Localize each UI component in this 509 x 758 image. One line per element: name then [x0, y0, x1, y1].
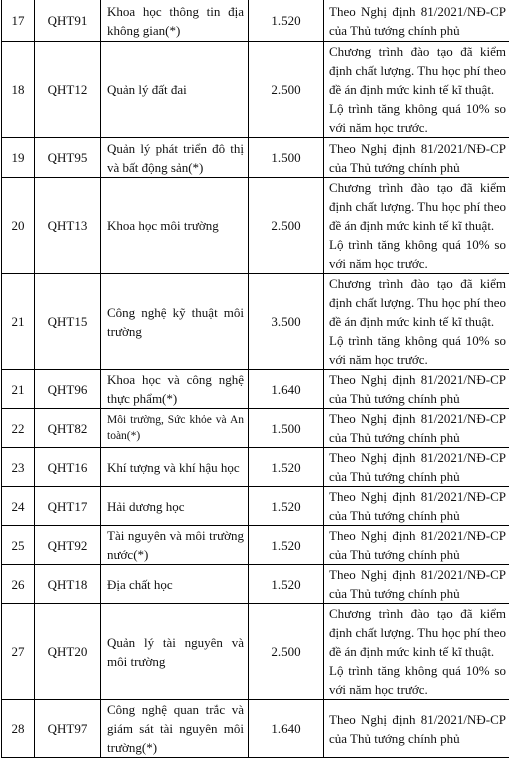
tuition-fee: 1.640 — [249, 370, 324, 409]
table-row — [2, 526, 509, 565]
table-row — [2, 138, 509, 178]
program-name: Môi trường, Sức khỏe và An toàn(*) — [101, 409, 249, 448]
table-row — [2, 604, 509, 700]
fee-note — [324, 0, 509, 42]
tuition-fee: 3.500 — [249, 274, 324, 370]
tuition-fee: 2.500 — [249, 604, 324, 700]
row-number: 26 — [2, 565, 35, 604]
row-number: 18 — [2, 42, 35, 138]
program-code: QHT92 — [35, 526, 101, 565]
program-code: QHT17 — [35, 487, 101, 526]
program-name: Khoa học thông tin địa không gian(*) — [101, 0, 249, 42]
table-row — [2, 274, 509, 370]
fee-note-line: Theo Nghị định 81/2021/NĐ-CP của Thủ tướng chính phủ — [329, 710, 506, 748]
program-name: Công nghệ quan trắc và giám sát tài nguyên môi trường(*) — [101, 700, 249, 758]
tuition-fee: 1.520 — [249, 526, 324, 565]
row-number: 24 — [2, 487, 35, 526]
table-row — [2, 370, 509, 409]
program-name: Quản lý đất đai — [101, 42, 249, 138]
fee-note-line: Theo Nghị định 81/2021/NĐ-CP của Thủ tướng chính phủ — [329, 565, 506, 603]
program-code: QHT15 — [35, 274, 101, 370]
fee-note-line: Theo Nghị định 81/2021/NĐ-CP của Thủ tướng chính phủ — [329, 526, 506, 564]
row-number: 21 — [2, 370, 35, 409]
fee-note-line: Lộ trình tăng không quá 10% so với năm học trước. — [329, 331, 506, 369]
fee-note-line: Theo Nghị định 81/2021/NĐ-CP của Thủ tướng chính phủ — [329, 370, 506, 408]
row-number: 27 — [2, 604, 35, 700]
fee-note — [324, 487, 509, 526]
fee-note-line: Chương trình đào tạo đã kiểm định chất lượng. Thu học phí theo đề án định mức kinh tế kĩ thuật. — [329, 178, 506, 235]
row-number: 25 — [2, 526, 35, 565]
fee-note-line: Chương trình đào tạo đã kiểm định chất lượng. Thu học phí theo đề án định mức kinh tế kĩ thuật. — [329, 42, 506, 99]
tuition-fee: 1.500 — [249, 409, 324, 448]
program-code: QHT16 — [35, 448, 101, 487]
program-code: QHT95 — [35, 138, 101, 178]
row-number: 21 — [2, 274, 35, 370]
fee-note — [324, 700, 509, 758]
tuition-fee: 1.640 — [249, 700, 324, 758]
row-number: 23 — [2, 448, 35, 487]
fee-note — [324, 178, 509, 274]
tuition-fee: 1.520 — [249, 565, 324, 604]
tuition-table-body — [2, 0, 509, 758]
fee-note-line: Chương trình đào tạo đã kiểm định chất lượng. Thu học phí theo đề án định mức kinh tế kĩ thuật. — [329, 604, 506, 661]
program-code: QHT13 — [35, 178, 101, 274]
row-number: 28 — [2, 700, 35, 758]
fee-note — [324, 448, 509, 487]
fee-note — [324, 409, 509, 448]
program-code: QHT91 — [35, 0, 101, 42]
program-code: QHT97 — [35, 700, 101, 758]
program-name: Tài nguyên và môi trường nước(*) — [101, 526, 249, 565]
program-name: Địa chất học — [101, 565, 249, 604]
program-code: QHT12 — [35, 42, 101, 138]
fee-note-line: Theo Nghị định 81/2021/NĐ-CP của Thủ tướng chính phủ — [329, 448, 506, 486]
row-number: 20 — [2, 178, 35, 274]
program-name: Khoa học và công nghệ thực phẩm(*) — [101, 370, 249, 409]
fee-note-line: Theo Nghị định 81/2021/NĐ-CP của Thủ tướng chính phủ — [329, 2, 506, 40]
table-row — [2, 178, 509, 274]
program-name: Khoa học môi trường — [101, 178, 249, 274]
fee-note — [324, 565, 509, 604]
program-name: Khí tượng và khí hậu học — [101, 448, 249, 487]
program-name: Quản lý phát triển đô thị và bất động sản(*) — [101, 138, 249, 178]
fee-note — [324, 138, 509, 178]
program-code: QHT20 — [35, 604, 101, 700]
program-code: QHT18 — [35, 565, 101, 604]
fee-note — [324, 274, 509, 370]
tuition-fee: 2.500 — [249, 178, 324, 274]
row-number: 17 — [2, 0, 35, 42]
fee-note-line: Lộ trình tăng không quá 10% so với năm học trước. — [329, 661, 506, 699]
tuition-fee: 1.500 — [249, 138, 324, 178]
fee-note-line: Chương trình đào tạo đã kiểm định chất lượng. Thu học phí theo đề án định mức kinh tế kĩ thuật. — [329, 274, 506, 331]
fee-note-line: Lộ trình tăng không quá 10% so với năm học trước. — [329, 99, 506, 137]
table-row — [2, 409, 509, 448]
program-name: Công nghệ kỹ thuật môi trường — [101, 274, 249, 370]
row-number: 22 — [2, 409, 35, 448]
table-row — [2, 700, 509, 758]
fee-note-line: Theo Nghị định 81/2021/NĐ-CP của Thủ tướng chính phủ — [329, 139, 506, 177]
program-name: Hải dương học — [101, 487, 249, 526]
program-name: Quản lý tài nguyên và môi trường — [101, 604, 249, 700]
fee-note — [324, 526, 509, 565]
fee-note-line: Theo Nghị định 81/2021/NĐ-CP của Thủ tướng chính phủ — [329, 487, 506, 525]
table-row — [2, 42, 509, 138]
table-row — [2, 565, 509, 604]
fee-note-line: Theo Nghị định 81/2021/NĐ-CP của Thủ tướng chính phủ — [329, 409, 506, 447]
program-code: QHT82 — [35, 409, 101, 448]
fee-note — [324, 604, 509, 700]
fee-note — [324, 42, 509, 138]
fee-note — [324, 370, 509, 409]
tuition-fee: 1.520 — [249, 448, 324, 487]
row-number: 19 — [2, 138, 35, 178]
program-code: QHT96 — [35, 370, 101, 409]
tuition-fee: 1.520 — [249, 487, 324, 526]
table-row — [2, 0, 509, 42]
table-row — [2, 448, 509, 487]
tuition-table — [1, 0, 509, 758]
tuition-fee: 2.500 — [249, 42, 324, 138]
fee-note-line: Lộ trình tăng không quá 10% so với năm học trước. — [329, 235, 506, 273]
table-row — [2, 487, 509, 526]
tuition-fee: 1.520 — [249, 0, 324, 42]
